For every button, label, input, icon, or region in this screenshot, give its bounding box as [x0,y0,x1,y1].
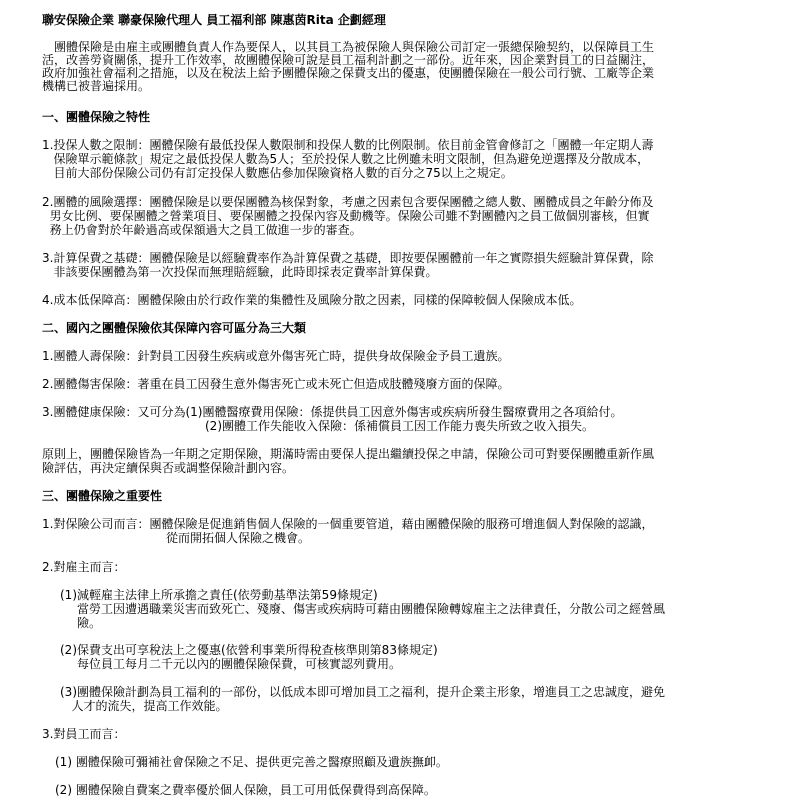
paragraph-line: 每位員工每月二千元以內的團體保險保費，可核實認列費用。 [77,657,402,671]
paragraph-line: 非該要保團體為第一次投保而無理賠經驗，此時即採表定費率計算保費。 [42,265,438,279]
intro-line: 活，改善勞資關係，提升工作效率，故團體保險可說是員工福利計劃之一部份。近年來，因企業對員工的日益關注， [42,53,655,67]
paragraph-line: 2.團體的風險選擇：團體保險是以要保團體為核保對象，考慮之因素包含要保團體之總人數、團體成員之年齡分佈及 [42,195,654,209]
section-heading-importance: 三、團體保險之重要性 [42,489,163,503]
paragraph-line: 當勞工因遭遇職業災害而致死亡、殘廢、傷害或疾病時可藉由團體保險轉嫁雇主之法律責任，分散公司之經營風 [77,602,666,616]
document-header: 聯安保險企業 聯豪保險代理人 員工福利部 陳惠茵Rita 企劃經理 [42,13,386,27]
characteristic-item-4: 4.成本低保障高：團體保險由於行政作業的集體性及風險分散之因素，同樣的保障較個人保險成本低。 [42,293,582,307]
intro-line: 機構已被普遍採用。 [42,79,151,93]
intro-line: 政府加強社會福利之措施，以及在稅法上給予團體保險之保費支出的優惠，使團體保險在一般公司行號、工廠等企業 [42,66,655,80]
paragraph-line: (3)團體保險計劃為員工福利的一部份，以低成本即可增加員工之福利，提升企業主形象，增進員工之忠誠度，避免 [60,685,666,699]
paragraph-line: 險評估，再決定續保與否或調整保險計劃內容。 [42,461,295,475]
paragraph-line: 原則上，團體保險皆為一年期之定期保險，期滿時需由要保人提出繼續投保之申請，保險公司可對要保團體重新作風 [42,447,655,461]
paragraph-line: 男女比例、要保團體之營業項目、要保團體之投保內容及動機等。保險公司雖不對團體內之員工做個別審核，但實 [42,209,650,223]
paragraph-line: (2)團體工作失能收入保險：係補償員工因工作能力喪失所致之收入損失。 [205,419,595,433]
paragraph-line: 險。 [77,616,102,630]
section-heading-categories: 二、國內之團體保險依其保障內容可區分為三大類 [42,321,307,335]
intro-line: 團體保險是由雇主或團體負責人作為要保人，以其員工為被保險人與保險公司訂定一張總保險契約，以保障員工生 [42,40,655,54]
paragraph-line: 目前大部份保險公司仍有訂定投保人數應佔參加保險資格人數的百分之75以上之規定。 [42,166,513,180]
paragraph-line: 人才的流失，提高工作效能。 [60,699,228,713]
employee-subitem-2: (2) 團體保險自費案之費率優於個人保險，員工可用低保費得到高保障。 [55,783,436,797]
subitem-title: (2)保費支出可享稅法上之優惠(依營利事業所得稅查核準則第83條規定) [60,643,438,657]
importance-item-3: 3.對員工而言： [42,727,126,741]
employee-subitem-1: (1) 團體保險可彌補社會保險之不足、提供更完善之醫療照顧及遺族撫卹。 [55,755,448,769]
paragraph-line: 務上仍會對於年齡過高或保額過大之員工做進一步的審查。 [42,223,362,237]
paragraph-line: 1.對保險公司而言：團體保險是促進銷售個人保險的一個重要管道，藉由團體保險的服務可增進個人對保險的認識， [42,517,654,531]
paragraph-line: 3.計算保費之基礎：團體保險是以經驗費率作為計算保費之基礎，即按要保團體前一年之實際損失經驗計算保費，除 [42,251,654,265]
paragraph-line: 1.投保人數之限制：團體保險有最低投保人數限制和投保人數的比例限制。依目前金管會修訂之「團體一年定期人壽 [42,138,654,152]
paragraph-line: 保險單示範條款」規定之最低投保人數為5人；至於投保人數之比例雖未明文限制，但為避免逆選擇及分散成本， [42,152,650,166]
subitem-title: (1)減輕雇主法律上所承擔之責任(依勞動基準法第59條規定) [60,588,378,602]
category-item-2: 2.團體傷害保險：著重在員工因發生意外傷害死亡或未死亡但造成肢體殘廢方面的保障。 [42,377,510,391]
category-item-1: 1.團體人壽保險：針對員工因發生疾病或意外傷害死亡時，提供身故保險金予員工遺族。 [42,349,510,363]
section-heading-characteristics: 一、團體保險之特性 [42,110,151,124]
paragraph-line: 從而開拓個人保險之機會。 [166,531,311,545]
paragraph-line: 3.團體健康保險：又可分為(1)團體醫療費用保險：係提供員工因意外傷害或疾病所發生醫療費用之各項給付。 [42,405,623,419]
importance-item-2: 2.對雇主而言： [42,560,126,574]
